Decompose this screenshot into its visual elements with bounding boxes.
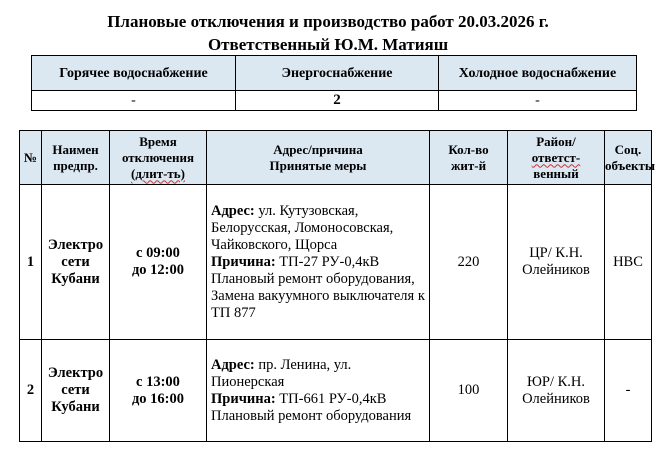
summary-table <box>31 55 637 111</box>
summary-col-cold-water: Холодное водоснабжение <box>439 56 637 91</box>
header-social: Соц. объекты <box>605 131 652 185</box>
outages-header-row <box>20 131 652 185</box>
address-label: Адрес: <box>211 356 255 373</box>
row-org: Электро сети Кубани <box>42 340 110 442</box>
summary-value-hot-water: - <box>32 91 236 111</box>
summary-value-row <box>32 91 637 111</box>
reason-text: ТП-27 РУ-0,4кВ Плановый ремонт оборудования, Замена вакуумного выключателя к ТП 877 <box>211 253 425 321</box>
table-row <box>20 340 652 442</box>
row-social: НВС <box>605 185 652 340</box>
row-district: ЮР/ К.Н. Олейников <box>508 340 605 442</box>
row-residents: 100 <box>430 340 508 442</box>
row-org: Электро сети Кубани <box>42 185 110 340</box>
row-district: ЦР/ К.Н. Олейников <box>508 185 605 340</box>
summary-col-power: Энергоснабжение <box>236 56 439 91</box>
row-residents: 220 <box>430 185 508 340</box>
header-num: № <box>20 131 42 185</box>
address-label: Адрес: <box>211 202 255 219</box>
page-title <box>0 10 656 56</box>
table-row <box>20 185 652 340</box>
title-line-2: Ответственный Ю.М. Матияш <box>207 35 449 54</box>
header-residents: Кол-во жит-й <box>430 131 508 185</box>
row-num: 1 <box>20 185 42 340</box>
row-time: с 09:00 до 12:00 <box>110 185 207 340</box>
header-address: Адрес/причина Принятые меры <box>207 131 430 185</box>
reason-label: Причина: <box>211 390 276 407</box>
row-time: с 13:00 до 16:00 <box>110 340 207 442</box>
row-social: - <box>605 340 652 442</box>
title-line-1: Плановые отключения и производство работ 20.03.2026 г. <box>107 12 549 31</box>
row-address <box>207 185 430 340</box>
header-org: Наимен предпр. <box>42 131 110 185</box>
outages-table <box>19 130 656 442</box>
header-district: Район/ ответст- венный <box>508 131 605 185</box>
summary-header-row <box>32 56 637 91</box>
address-text: ул. Кутузовская, Белорусская, Ломоносовская, Чайковского, Щорса <box>211 202 394 253</box>
summary-value-cold-water: - <box>439 91 637 111</box>
row-num: 2 <box>20 340 42 442</box>
header-time: Время отключения (длит-ть) <box>110 131 207 185</box>
summary-col-hot-water: Горячее водоснабжение <box>32 56 236 91</box>
reason-text: ТП-661 РУ-0,4кВ Плановый ремонт оборудования <box>211 390 412 424</box>
reason-label: Причина: <box>211 253 276 270</box>
address-text: пр. Ленина, ул. Пионерская <box>211 356 352 390</box>
row-address <box>207 340 430 442</box>
summary-value-power: 2 <box>236 91 439 111</box>
